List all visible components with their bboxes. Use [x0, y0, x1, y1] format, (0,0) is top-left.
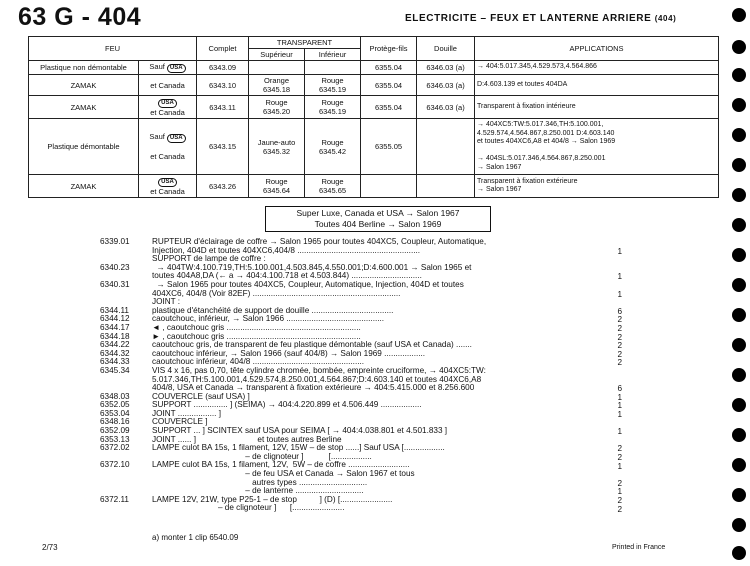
- cell-condition: USA et Canada: [139, 175, 197, 198]
- cell-douille: 6346.03 (a): [417, 75, 475, 96]
- col-feu: FEU: [29, 37, 197, 61]
- part-description: caoutchouc inférieur, → Salon 1966 (sauf 404/8) → Salon 1969 ..................: [152, 349, 426, 358]
- part-description: – de lanterne ..............................: [152, 487, 364, 496]
- binder-hole: [732, 98, 746, 112]
- cell-condition: USA et Canada: [139, 96, 197, 119]
- part-quantity: 2: [617, 349, 622, 359]
- application-line: [477, 147, 716, 156]
- cell-superieur: Rouge 6345.20: [249, 96, 305, 119]
- binder-hole: [732, 308, 746, 322]
- part-quantity: 2: [617, 504, 622, 514]
- part-ref: 6344.17: [100, 322, 130, 332]
- list-item: [100, 281, 628, 290]
- part-ref: 6372.02: [100, 443, 130, 453]
- part-ref: 6344.11: [100, 305, 129, 315]
- cell-protege: 6355.05: [361, 119, 417, 175]
- cell-protege: 6355.04: [361, 96, 417, 119]
- page-title-text: ELECTRICITE – FEUX ET LANTERNE ARRIERE: [405, 13, 652, 24]
- col-douille: Douille: [417, 37, 475, 61]
- list-item: [100, 358, 628, 367]
- list-item: [100, 272, 628, 281]
- part-description: JOINT ................. ]: [152, 409, 221, 418]
- part-description: – de clignoteur ] [..................: [152, 452, 372, 461]
- cell-applications: [475, 61, 719, 75]
- part-description: toutes 404A8,DA (← a → 404:4.100.718 et 4.503.844) ...............................: [152, 272, 422, 281]
- col-protege: Protège-fils: [361, 37, 417, 61]
- cell-superieur: Orange 6345.18: [249, 75, 305, 96]
- cell-superieur: [249, 61, 305, 75]
- list-item: [100, 247, 628, 256]
- part-quantity: 1: [617, 401, 622, 411]
- part-description: → 404TW:4.100.719,TH:5.100.001,4.503.845,4.550.001;D:4.600.001 → Salon 1965 et: [152, 263, 472, 272]
- footnote: a) monter 1 clip 6540.09: [152, 533, 239, 542]
- cell-complet: 6343.15: [197, 119, 249, 175]
- cell-douille: 6346.03 (a): [417, 61, 475, 75]
- list-item: [100, 487, 628, 496]
- cell-protege: [361, 175, 417, 198]
- cell-complet: 6343.10: [197, 75, 249, 96]
- part-description: → Salon 1965 pour toutes 404XC5, Coupleur, Automatique, Injection, 404D et toutes: [152, 280, 464, 289]
- binder-hole: [732, 158, 746, 172]
- part-description: 404XC6, 404/8 (Voir 82EF) .................................................................: [152, 289, 401, 298]
- binder-hole: [732, 368, 746, 382]
- application-line: Transparent à fixation extérieure: [477, 177, 578, 185]
- list-item: [100, 401, 628, 410]
- part-ref: [100, 290, 152, 299]
- binder-hole: [732, 546, 746, 560]
- application-line: → 404SL:5.017.346,4.564.867,8.250.001: [477, 155, 606, 162]
- cell-douille: [417, 175, 475, 198]
- binder-hole: [732, 518, 746, 532]
- list-item: [100, 324, 628, 333]
- table-row: [29, 75, 719, 96]
- cell-inferieur: Rouge 6345.42: [305, 119, 361, 175]
- list-item: [100, 427, 628, 436]
- list-item: [100, 367, 628, 376]
- list-item: [100, 384, 628, 393]
- part-quantity: 2: [617, 496, 622, 505]
- list-item: [100, 307, 628, 316]
- binder-hole: [732, 8, 746, 22]
- cell-applications: [475, 75, 719, 96]
- part-quantity: 1: [617, 289, 622, 299]
- part-description: 404/8, USA et Canada → transparent à fixation extérieure → 404:5.415.000 et 8.256.600: [152, 384, 475, 393]
- part-quantity: 1: [617, 272, 622, 282]
- binder-hole: [732, 458, 746, 472]
- binder-hole: [732, 248, 746, 262]
- binder-holes: [730, 0, 748, 566]
- cell-condition: Sauf USA et Canada: [139, 119, 197, 175]
- part-ref: [100, 504, 152, 513]
- usa-badge: USA: [158, 99, 177, 108]
- part-description: caoutchouc, inférieur, → Salon 1966 ...........................................: [152, 315, 385, 324]
- part-description: JOINT :: [152, 298, 181, 307]
- part-description: LAMPE culot BA 15s, 1 filament, 12V, 15W – de stop ......] Sauf USA [..................: [152, 444, 445, 453]
- binder-hole: [732, 128, 746, 142]
- usa-badge: USA: [167, 134, 186, 143]
- part-description: VIS 4 x 16, pas 0,70, tête cylindre chromée, bombée, empreinte cruciforme, → 404XC5:TW:: [152, 366, 486, 375]
- binder-hole: [732, 488, 746, 502]
- part-description: autres types ..............................: [152, 478, 368, 487]
- cell-feu: Plastique non démontable: [29, 61, 139, 75]
- footer-date: 2/73: [42, 543, 58, 552]
- parts-table: [28, 36, 719, 198]
- binder-hole: [732, 40, 746, 54]
- model-note-line: Super Luxe, Canada et USA → Salon 1967: [296, 208, 460, 218]
- part-quantity: 2: [617, 444, 622, 454]
- part-ref: 6348.03: [100, 391, 130, 401]
- list-item: [100, 290, 628, 299]
- part-quantity: 1: [617, 487, 622, 497]
- part-ref: 6353.04: [100, 408, 130, 418]
- list-item: [100, 333, 628, 342]
- binder-hole: [732, 188, 746, 202]
- table-row: [29, 61, 719, 75]
- cell-superieur: Jaune-auto 6345.32: [249, 119, 305, 175]
- cell-inferieur: Rouge 6345.19: [305, 75, 361, 96]
- table-row: [29, 175, 719, 198]
- part-quantity: 2: [617, 453, 622, 462]
- cell-superieur: Rouge 6345.64: [249, 175, 305, 198]
- part-description: LAMPE 12V, 21W, type P25-1 – de stop ] (D) [.......................: [152, 495, 393, 504]
- part-ref: [100, 247, 152, 256]
- part-description: ► , caoutchouc gris ...........................................................: [152, 332, 361, 341]
- binder-hole: [732, 218, 746, 232]
- part-description: plastique d'étanchéité de support de douille ....................................: [152, 306, 394, 315]
- binder-hole: [732, 398, 746, 412]
- parts-list: [100, 238, 628, 513]
- part-description: caoutchouc inférieur, 404/8 .................................................: [152, 358, 365, 367]
- cell-applications: [475, 119, 719, 175]
- page-code: 63 G - 404: [18, 3, 142, 31]
- list-item: [100, 264, 628, 273]
- part-description: – de clignoteur ] [.......................: [152, 504, 345, 513]
- table-row: [29, 96, 719, 119]
- cell-feu: ZAMAK: [29, 75, 139, 96]
- list-item: [100, 393, 628, 402]
- cell-condition: Sauf USA: [139, 61, 197, 75]
- part-quantity: 2: [617, 341, 622, 351]
- part-ref: 6340.31: [100, 279, 130, 289]
- page-model: (404): [654, 14, 677, 23]
- part-description: SUPPORT ............... ] (SEIMA) → 404:4.220.899 et 4.506.449 ..................: [152, 401, 422, 410]
- application-line: → Salon 1967: [477, 186, 522, 193]
- list-item: [100, 418, 628, 427]
- part-ref: 6344.32: [100, 348, 130, 358]
- cell-complet: 6343.09: [197, 61, 249, 75]
- cell-condition: et Canada: [139, 75, 197, 96]
- cell-feu: Plastique démontable: [29, 119, 139, 175]
- part-ref: 6352.05: [100, 400, 130, 410]
- part-description: RUPTEUR d'éclairage de coffre → Salon 1965 pour toutes 404XC5, Coupleur, Automatique,: [152, 238, 487, 246]
- cell-applications: [475, 96, 719, 119]
- col-applications: APPLICATIONS: [475, 37, 719, 61]
- application-line: D:4.603.139 et toutes 404DA: [477, 80, 568, 88]
- list-item: [100, 461, 628, 470]
- part-description: caoutchouc gris, de transparent de feu plastique démontable (sauf USA et Canada) .......: [152, 341, 472, 350]
- page-title: [405, 13, 676, 24]
- col-superieur: Supérieur: [249, 49, 305, 61]
- part-ref: 6353.13: [100, 434, 130, 444]
- part-ref: 6344.18: [100, 331, 130, 341]
- col-complet: Complet: [197, 37, 249, 61]
- list-item: [100, 436, 628, 445]
- list-item: [100, 238, 628, 247]
- usa-badge: USA: [158, 178, 177, 187]
- cell-douille: [417, 119, 475, 175]
- part-description: ◄ , caoutchouc gris ...........................................................: [152, 323, 361, 332]
- list-item: [100, 315, 628, 324]
- part-description: COUVERCLE ]: [152, 418, 208, 427]
- part-quantity: 1: [617, 427, 622, 437]
- part-ref: 6372.10: [100, 460, 130, 470]
- part-ref: 6344.33: [100, 357, 130, 367]
- footer-printed: Printed in France: [612, 544, 666, 551]
- table-row: [29, 119, 719, 175]
- list-item: [100, 453, 628, 462]
- part-ref: 6372.11: [100, 494, 129, 504]
- part-description: 5.017.346,TH:5.100.001,4.529.574,8.250.001,4.564.867;D:4.603.140 et toutes 404XC6,A8: [152, 375, 482, 384]
- cell-feu: ZAMAK: [29, 96, 139, 119]
- usa-badge: USA: [167, 64, 186, 73]
- application-line: Transparent à fixation intérieure: [477, 102, 576, 110]
- list-item: [100, 444, 628, 453]
- part-quantity: 6: [617, 384, 622, 394]
- part-description: Injection, 404D et toutes 404XC6,404/8 ......................................................: [152, 246, 421, 255]
- binder-hole: [732, 68, 746, 82]
- part-ref: [100, 479, 152, 488]
- part-description: SUPPORT de lampe de coffre :: [152, 255, 266, 264]
- part-description: – de feu USA et Canada → Salon 1967 et tous: [152, 470, 415, 479]
- model-note: [265, 206, 491, 232]
- cell-douille: 6346.03 (a): [417, 96, 475, 119]
- list-item: [100, 496, 628, 505]
- part-ref: 6348.16: [100, 417, 130, 427]
- cell-complet: 6343.11: [197, 96, 249, 119]
- binder-hole: [732, 278, 746, 292]
- part-quantity: 2: [617, 332, 622, 342]
- list-item: [100, 376, 628, 385]
- part-quantity: 1: [617, 461, 622, 471]
- part-ref: [100, 470, 152, 479]
- list-item: [100, 470, 628, 479]
- cell-inferieur: Rouge 6345.19: [305, 96, 361, 119]
- application-line: → Salon 1967: [477, 163, 522, 171]
- cell-inferieur: Rouge 6345.65: [305, 175, 361, 198]
- model-note-line: Toutes 404 Berline → Salon 1969: [314, 219, 442, 229]
- part-description: SUPPORT ... ] SCINTEX sauf USA pour SEIMA [ → 404:4.038.801 et 4.501.833 ]: [152, 427, 448, 436]
- part-quantity: 1: [617, 410, 622, 419]
- part-ref: 6344.22: [100, 340, 130, 350]
- part-quantity: 1: [617, 246, 622, 256]
- application-line: → 404XC5:TW:5.017.346,TH:5.100.001,: [477, 121, 604, 128]
- col-transparent: TRANSPARENT: [249, 37, 361, 49]
- application-line: et toutes 404XC6,A8 et 404/8 → Salon 1969: [477, 138, 616, 145]
- part-ref: 6345.34: [100, 365, 130, 375]
- part-description: LAMPE culot BA 15s, 1 filament, 12V, 5W – de coffre ...........................: [152, 461, 410, 470]
- part-ref: 6340.23: [100, 262, 130, 272]
- binder-hole: [732, 428, 746, 442]
- part-description: JOINT ...... ] et toutes autres Berline: [152, 435, 342, 444]
- part-quantity: 1: [617, 392, 622, 402]
- list-item: [100, 298, 628, 307]
- part-ref: 6339.01: [100, 237, 130, 246]
- col-inferieur: Inférieur: [305, 49, 361, 61]
- cell-feu: ZAMAK: [29, 175, 139, 198]
- part-quantity: 6: [617, 306, 622, 316]
- application-line: 4.529.574,4.564.867,8.250.001 D:4.603.140: [477, 129, 615, 137]
- part-quantity: 2: [617, 324, 622, 333]
- cell-protege: 6355.04: [361, 61, 417, 75]
- cell-protege: 6355.04: [361, 75, 417, 96]
- list-item: [100, 479, 628, 488]
- list-item: [100, 255, 628, 264]
- cell-inferieur: [305, 61, 361, 75]
- cell-applications: [475, 175, 719, 198]
- list-item: [100, 350, 628, 359]
- part-quantity: 2: [617, 315, 622, 325]
- part-quantity: 2: [617, 358, 622, 368]
- part-ref: 6352.09: [100, 426, 130, 436]
- part-quantity: 2: [617, 478, 622, 488]
- part-ref: [100, 376, 152, 385]
- cell-complet: 6343.26: [197, 175, 249, 198]
- list-item: [100, 341, 628, 350]
- list-item: [100, 410, 628, 419]
- list-item: [100, 504, 628, 513]
- part-description: COUVERCLE (sauf USA) ]: [152, 392, 250, 401]
- binder-hole: [732, 338, 746, 352]
- application-line: → 404:5.017.345,4.529.573,4.564.866: [477, 63, 597, 71]
- part-ref: 6344.12: [100, 314, 130, 324]
